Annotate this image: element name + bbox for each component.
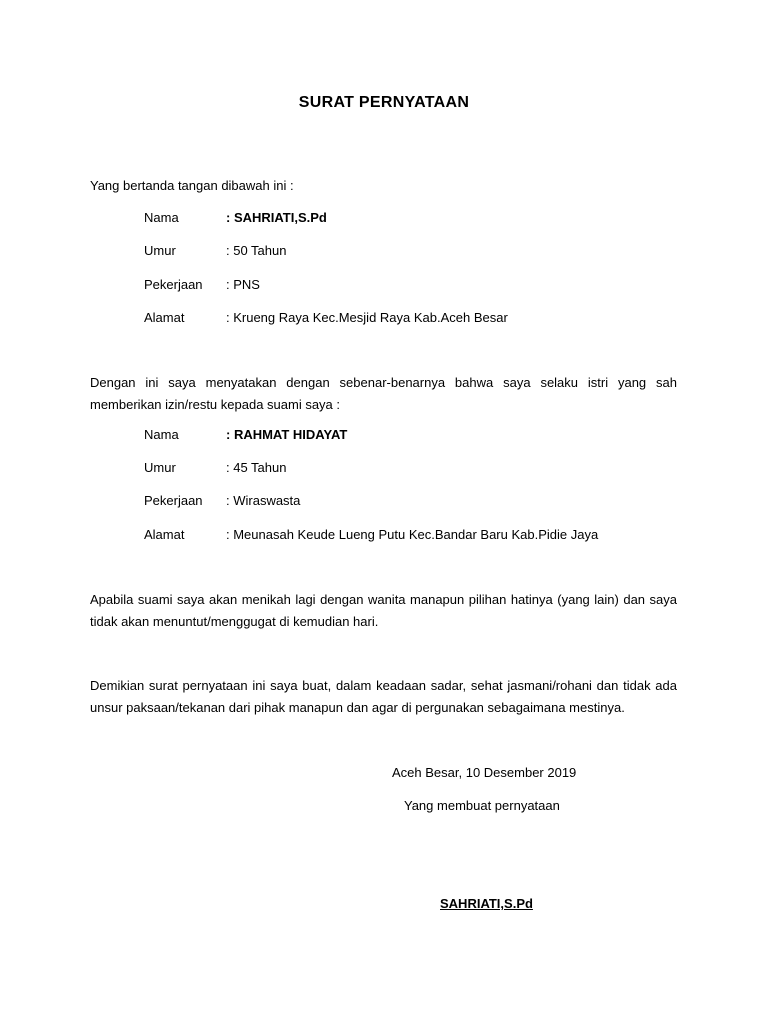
person1-address-row bbox=[144, 308, 664, 328]
person1-name-label: Nama bbox=[144, 210, 179, 225]
person2-address-row bbox=[144, 525, 664, 545]
place-date: Aceh Besar, 10 Desember 2019 bbox=[392, 765, 577, 780]
person1-age-row bbox=[144, 241, 664, 261]
person1-age-value: : 50 Tahun bbox=[226, 243, 287, 258]
person2-address-label: Alamat bbox=[144, 527, 185, 542]
maker-label: Yang membuat pernyataan bbox=[404, 798, 560, 813]
person2-address-value: : Meunasah Keude Lueng Putu Kec.Bandar Baru Kab.Pidie Jaya bbox=[226, 527, 599, 542]
person1-job-label: Pekerjaan bbox=[144, 277, 203, 292]
person1-name-row bbox=[144, 208, 664, 228]
person2-job-row bbox=[144, 491, 664, 511]
person2-name-value: : RAHMAT HIDAYAT bbox=[226, 427, 348, 442]
person2-name-row bbox=[144, 425, 664, 445]
person1-age-label: Umur bbox=[144, 243, 176, 258]
person1-name-value: : SAHRIATI,S.Pd bbox=[226, 210, 327, 225]
intro-text: Yang bertanda tangan dibawah ini : bbox=[90, 178, 294, 193]
person1-address-label: Alamat bbox=[144, 310, 185, 325]
person2-age-label: Umur bbox=[144, 460, 176, 475]
statement-paragraph: Dengan ini saya menyatakan dengan sebenar-benarnya bahwa saya selaku istri yang sah memberikan izin/restu kepada suami saya : bbox=[90, 375, 677, 412]
letter-title: SURAT PERNYATAAN bbox=[298, 94, 470, 111]
person2-job-value: : Wiraswasta bbox=[226, 493, 301, 508]
person2-name-label: Nama bbox=[144, 427, 179, 442]
closing-paragraph: Demikian surat pernyataan ini saya buat, dalam keadaan sadar, sehat jasmani/rohani dan tidak ada unsur paksaan/tekanan dari pihak manapun dan agar di pergunakan sebagaimana mestinya. bbox=[90, 678, 677, 715]
person1-job-row bbox=[144, 275, 664, 295]
person2-age-value: : 45 Tahun bbox=[226, 460, 287, 475]
person2-age-row bbox=[144, 458, 664, 478]
signer-name: SAHRIATI,S.Pd bbox=[440, 896, 533, 911]
person2-job-label: Pekerjaan bbox=[144, 493, 203, 508]
person1-address-value: : Krueng Raya Kec.Mesjid Raya Kab.Aceh Besar bbox=[226, 310, 508, 325]
condition-paragraph: Apabila suami saya akan menikah lagi dengan wanita manapun pilihan hatinya (yang lain) dan saya tidak akan menuntut/menggugat di kemudian hari. bbox=[90, 592, 677, 629]
person1-job-value: : PNS bbox=[226, 277, 260, 292]
